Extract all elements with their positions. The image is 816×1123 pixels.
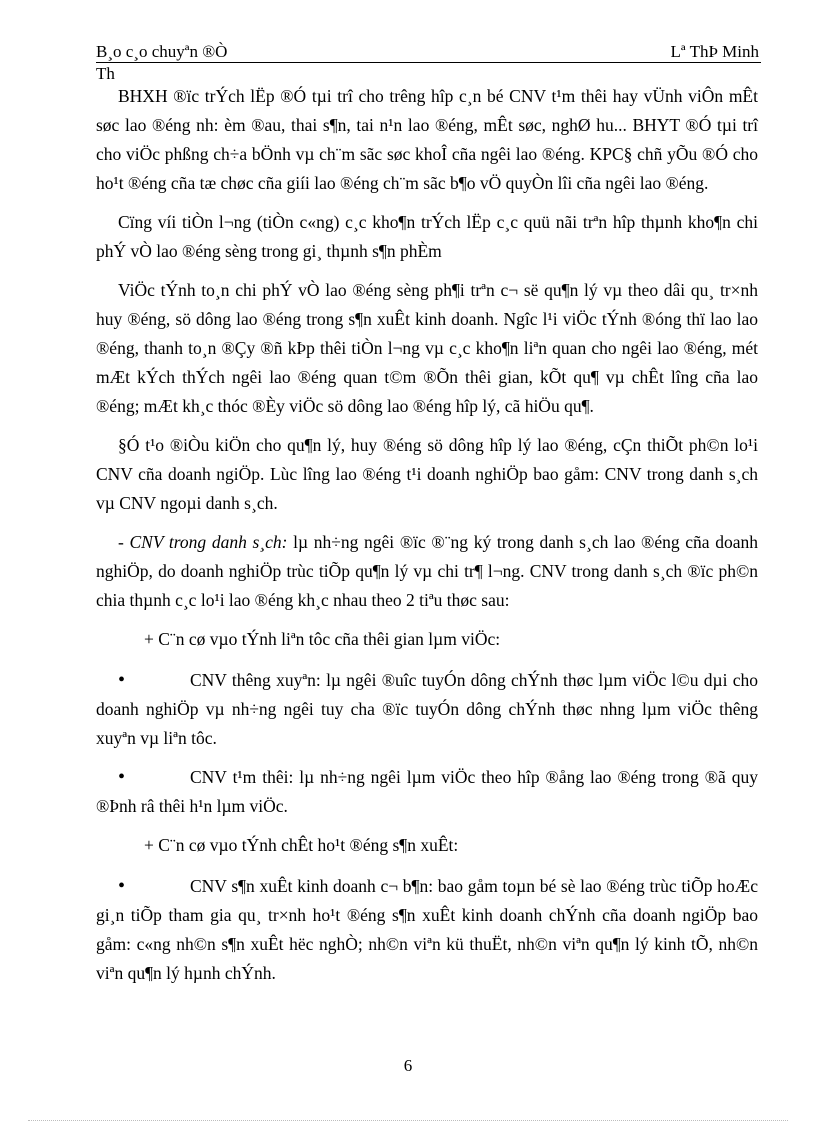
bullet-regular-employees: CNV thêng xuyªn: lµ ngêi ®uîc tuyÓn dông chÝnh thøc lµm viÖc l©u dµi cho doanh nghiÖp vµ nh÷ng ngêi tuy cha ®ïc tuyÓn dông chÝnh thøc nhng lµm viÖc thêng xuyªn vµ liªn tôc. [96,670,758,748]
page-number: 6 [403,1056,413,1075]
bullet-icon: • [118,875,126,897]
paragraph-wages-funds: Cïng víi tiÒn l¬ng (tiÒn c«ng) c¸c kho¶n trÝch lËp c¸c quü nãi trªn hîp thµnh kho¶n chi phÝ vÒ lao ®éng sèng trong gi¸ thµnh s¶n phÈm [96,212,758,261]
listed-employees-term: - CNV trong danh s¸ch: [118,532,288,552]
bullet-icon: • [118,766,126,788]
list-item [96,872,758,988]
paragraph-classification: §Ó t¹o ®iÒu kiÖn cho qu¶n lý, huy ®éng sö dông hîp lý lao ®éng, cÇn thiÕt ph©n lo¹i CNV cña doanh ngiÖp. Lùc lîng lao ®éng t¹i doanh nghiÖp bao gåm: CNV trong danh s¸ch vµ CNV ngoµi danh s¸ch. [96,435,758,513]
paragraph-insurance: BHXH ®ïc trÝch lËp ®Ó tµi trî cho trêng hîp c¸n bé CNV t¹m thêi hay vÜnh viÔn mÊt søc lao ®éng nh: èm ®au, thai s¶n, tai n¹n lao ®éng, mÊt søc, nghØ hu... BHYT ®Ó tµi trî cho viÖc phßng ch÷a bÖnh vµ ch¨m sãc søc khoÎ cña ngêi lao ®éng. KPC§ chñ yÕu ®Ó cho ho¹t ®éng cña tæ chøc cña giíi lao ®éng ch¨m sãc b¶o vÖ quyÒn lîi cña ngêi lao ®éng. [96,86,758,193]
bullet-temporary-employees: CNV t¹m thêi: lµ nh÷ng ngêi lµm viÖc theo hîp ®ång lao ®éng trong ®ã quy ®Þnh râ thêi h¹n lµm viÖc. [96,767,758,816]
header-report-title: B¸o c¸o chuyªn ®Ò [96,42,228,61]
criterion-continuity: + C¨n cø vµo tÝnh liªn tôc cña thêi gian lµm viÖc: [144,629,501,649]
bullet-icon: • [118,669,126,691]
bullet-core-production: CNV s¶n xuÊt kinh doanh c¬ b¶n: bao gåm toµn bé sè lao ®éng trùc tiÕp hoÆc gi¸n tiÕp tham gia qu¸ tr×nh ho¹t ®éng s¶n xuÊt kinh doanh chÝnh cña doanh ngiÖp bao gåm: c«ng nh©n s¶n xuÊt hëc nghÒ; nh©n viªn kü thuËt, nh©n viªn qu¶n lý kinh tÕ, nh©n viªn qu¶n lý hµnh chÝnh. [96,876,758,983]
page-header [96,40,761,63]
header-author-continuation: Th [96,64,115,83]
header-author-name: Lª ThÞ Minh [670,42,759,61]
document-body [96,82,758,998]
list-item [96,666,758,753]
paragraph-labor-cost: ViÖc tÝnh to¸n chi phÝ vÒ lao ®éng sèng ph¶i trªn c¬ së qu¶n lý vµ theo dâi qu¸ tr×nh huy ®éng, sö dông lao ®éng trong s¶n xuÊt kinh doanh. Ngîc l¹i viÖc tÝnh ®óng thï lao lao ®éng, thanh to¸n ®Çy ®ñ kÞp thêi tiÒn l¬ng vµ c¸c kho¶n liªn quan cho ngêi lao ®éng, mét mÆt kÝch thÝch ngêi lao ®éng quan t©m ®Õn thêi gian, kÕt qu¶ vµ chÊt lîng cña lao ®éng; mÆt kh¸c thóc ®Èy viÖc sö dông lao ®éng hîp lý, cã hiÖu qu¶. [96,280,758,416]
paragraph-listed-employees [96,528,758,615]
criterion-production: + C¨n cø vµo tÝnh chÊt ho¹t ®éng s¶n xuÊt: [144,835,459,855]
page-bottom-divider [28,1120,788,1121]
listed-employees-definition: lµ nh÷ng ngêi ®ïc ®¨ng ký trong danh s¸ch lao ®éng cña doanh nghiÖp, do doanh nghiÖp trùc tiÕp qu¶n lý vµ chi tr¶ l¬ng. CNV trong danh s¸ch ®ïc ph©n chia thµnh c¸c lo¹i lao ®éng kh¸c nhau theo 2 tiªu thøc sau: [96,532,758,610]
list-item [96,763,758,821]
